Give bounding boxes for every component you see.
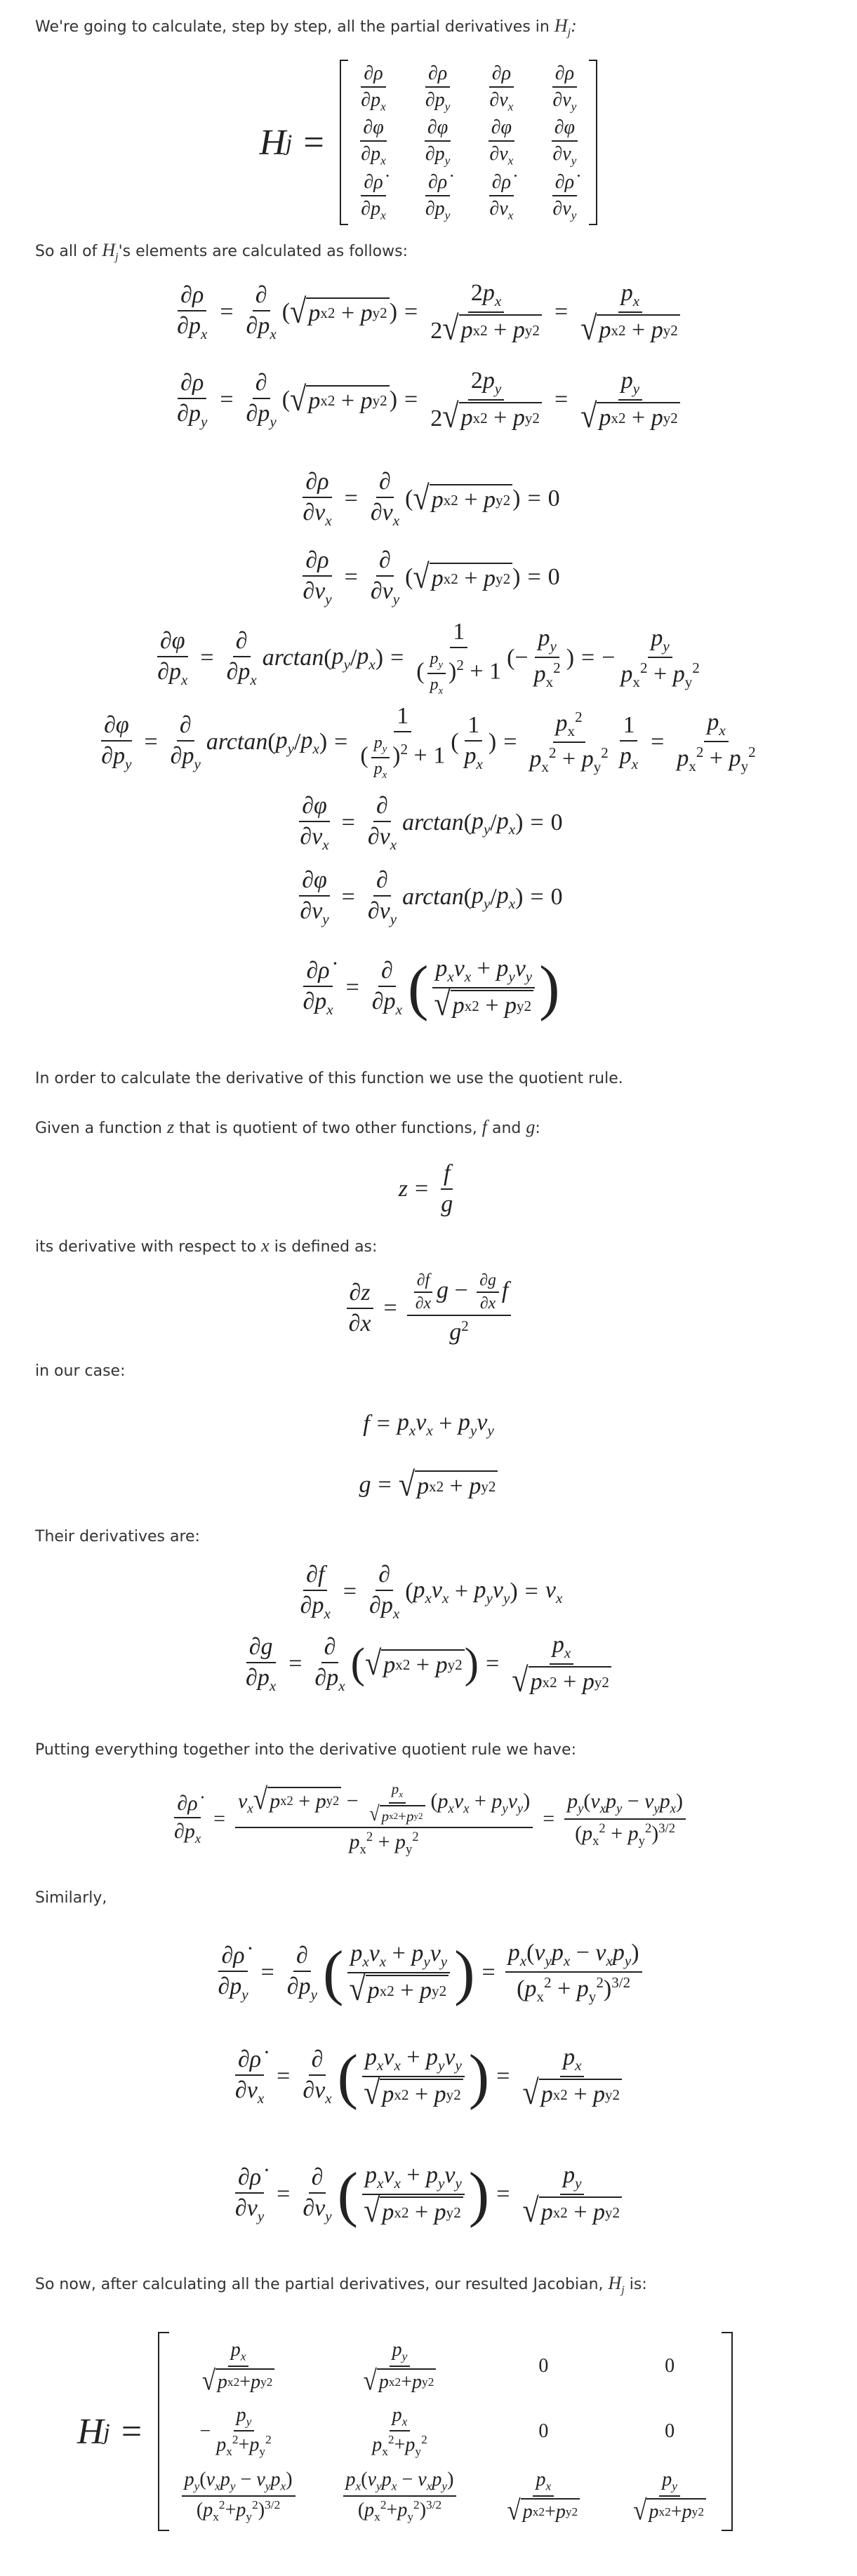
eq-drhodot-dpx-full: $\frac{\partial\rhȯ}{\partial p_x}$ = $v_x$ √ p x 2 + p y 2 − $p_x$ √ p x 2 + p y 2 $(p_xv_x + p_yv_y)$ $p_x^2 + p_y^2$ = $\frac{p_y(v_xp_y - v_yp_x)}{(p_x^2 + p_y^2)^{3/2}}$ <box>0 1773 857 1865</box>
quotient-line2: Given a function z that is quotient of two other functions, f and g: <box>35 1117 540 1137</box>
eq-drho-dvy: $\frac{\partial\rho}{\partial v_y}$ = $\frac{\partial}{\partial v_y}$ ( √ p x 2 + p y 2 ) = 0 <box>303 546 560 608</box>
symbolic-jacobian <box>0 62 857 223</box>
eq-drho-dpx: $\frac{\partial\rho}{\partial p_x}$ = $\frac{\partial}{\partial p_x}$ ( √ p x 2 + p y 2 ) = $2p_x$ 2 √ p x 2 + p y 2 = $p_x$ √ p x 2 + p y 2 <box>0 277 857 347</box>
intro-symbol: $H_j$: <box>554 15 577 39</box>
intro-sentence: We're going to calculate, step by step, all the partial derivatives in <box>35 18 550 36</box>
eq-g-def: g = √ p x 2 + p y 2 <box>0 1461 857 1510</box>
eq-z-def: z = $\frac{f}{g}$ <box>398 1160 453 1217</box>
quotient-line1: In order to calculate the derivative of this function we use the quotient rule. <box>35 1070 623 1087</box>
eq-dphi-dvx: $\frac{\partial\varphi}{\partial v_x}$ = $\frac{\partial}{\partial v_x}$ arctan ( $p_y$ / $p_x$ ) = 0 <box>300 792 563 853</box>
similarly: Similarly, <box>35 1889 107 1907</box>
quotient-line4: in our case: <box>35 1362 126 1380</box>
their-derivatives: Their derivatives are: <box>35 1528 200 1545</box>
intro-text <box>35 15 821 43</box>
final-jacobian <box>0 2312 857 2551</box>
conclusion: So now, after calculating all the partial derivatives, our resulted Jacobian, $H_j$ is: <box>35 2273 647 2297</box>
eq-quotient-rule: $\frac{\partial z}{\partial x}$ = $\frac{\partial f}{\partial x}$ g − $\frac{\partial g}{\partial x}$ f $g^2$ <box>0 1270 857 1347</box>
symbolic-matrix: $\frac{\partial\rho}{\partial p_x}$ $\frac{\partial\rho}{\partial p_y}$ $\frac{\partial\rho}{\partial v_x}$ $\frac{\partial\rho}{\partial v_y}$ $\frac{\partial\varphi}{\partial p_x}$ $\frac{\partial\varphi}{\partial p_y}$ $\frac{\partial\varphi}{\partial v_x}$ $\frac{\partial\varphi}{\partial v_y}$ $\frac{\partial\rhȯ}{\partial p_x}$ $\frac{\partial\rhȯ}{\partial p_y}$ $\frac{\partial\rhȯ}{\partial v_x}$ $\frac{\partial\rhȯ}{\partial v_y}$ <box>340 60 597 226</box>
quotient-line3: its derivative with respect to x is defined as: <box>35 1235 378 1256</box>
eq-df-dpx: $\frac{\partial f}{\partial p_x}$ = $\frac{\partial}{\partial p_x}$ ( $p_xv_x$ + $p_yv_y$ ) = $v_x$ <box>300 1561 563 1622</box>
putting-together: Putting everything together into the derivative quotient rule we have: <box>35 1741 576 1759</box>
final-jacobian-label: H j = <box>77 2411 144 2452</box>
eq-drhodot-dpy: $\frac{\partial\rhȯ}{\partial p_y}$ = $\frac{\partial}{\partial p_y}$ ( $p_xv_x + p_yv_y$ √ p x 2 + p y 2 ) = $\frac{p_x(v_yp_x - v_xp_y)}{(p_x^2 + p_y^2)^{3/2}}$ <box>0 1931 857 2015</box>
jacobian-label: H j = <box>259 122 326 163</box>
eq-drho-dvx: $\frac{\partial\rho}{\partial v_x}$ = $\frac{\partial}{\partial v_x}$ ( √ p x 2 + p y 2 ) = 0 <box>303 468 560 529</box>
eq-dg-dpx: $\frac{\partial g}{\partial p_x}$ = $\frac{\partial}{\partial p_x}$ ( √ p x 2 + p y 2 ) = $p_x$ √ p x 2 + p y 2 <box>0 1629 857 1699</box>
final-matrix: $p_x$ √ p x 2 + p y 2 $p_y$ √ p x 2 + p y 2 0 0 − $\frac{p_y}{p_x^2+p_y^2}$ $\frac{p_x}{p_x^2+p_y^2}$ 0 0 $\frac{p_y(v_xp_y - v_yp_x)}{(p_x^2+p_y^2)^{3/2}}$ $\frac{p_x(v_yp_x - v_xp_y)}{(p_x^2+p_y^2)^{3/2}}$ $p_x$ √ p x 2 + p y 2 $p_y$ √ p x 2 + p y 2 <box>158 2332 733 2531</box>
eq-drhodot-dpx-statement: $\frac{\partial\rhȯ}{\partial p_x}$ = $\frac{\partial}{\partial p_x}$ ( $p_xv_x + p_yv_y$ √ p x 2 + p y 2 ) <box>303 953 560 1024</box>
eq-dphi-dvy: $\frac{\partial\varphi}{\partial v_y}$ = $\frac{\partial}{\partial v_y}$ arctan ( $p_y$ / $p_x$ ) = 0 <box>300 866 563 927</box>
eq-dphi-dpx: $\frac{\partial\varphi}{\partial p_x}$ = $\frac{\partial}{\partial p_x}$ arctan ( $p_y$ / $p_x$ ) = 1 ( $\frac{p_y}{p_x}$ )$^2$ + 1 (− $\frac{p_y}{p_x^2}$ ) = − $\frac{p_y}{p_x^2 + p_y^2}$ <box>157 619 700 697</box>
eq-drhodot-dvy: $\frac{\partial\rhȯ}{\partial v_y}$ = $\frac{\partial}{\partial v_y}$ ( $p_xv_x + p_yv_y$ √ p x 2 + p y 2 ) = $p_y$ √ p x 2 + p y 2 <box>0 2152 857 2236</box>
eq-dphi-dpy: $\frac{\partial\varphi}{\partial p_y}$ = $\frac{\partial}{\partial p_y}$ arctan ( $p_y$ / $p_x$ ) = 1 ( $\frac{p_y}{p_x}$ )$^2$ + 1 ( $\frac{1}{p_x}$ ) = $\frac{p_x^2}{p_x^2 + p_y^2}$ $\frac{1}{p_x}$ = $\frac{p_x}{p_x^2 + p_y^2}$ <box>101 703 756 781</box>
eq-f-def: f = $p_xv_x$ + $p_yv_y$ <box>363 1409 494 1439</box>
eq-drhodot-dvx: $\frac{\partial\rhȯ}{\partial v_x}$ = $\frac{\partial}{\partial v_x}$ ( $p_xv_x + p_yv_y$ √ p x 2 + p y 2 ) = $p_x$ √ p x 2 + p y 2 <box>0 2034 857 2119</box>
eq-drho-dpy: $\frac{\partial\rho}{\partial p_y}$ = $\frac{\partial}{\partial p_y}$ ( √ p x 2 + p y 2 ) = $2p_y$ 2 √ p x 2 + p y 2 = $p_y$ √ p x 2 + p y 2 <box>0 365 857 435</box>
elements-intro: So all of $H_j's$ elements are calculated as follows: <box>35 240 408 264</box>
